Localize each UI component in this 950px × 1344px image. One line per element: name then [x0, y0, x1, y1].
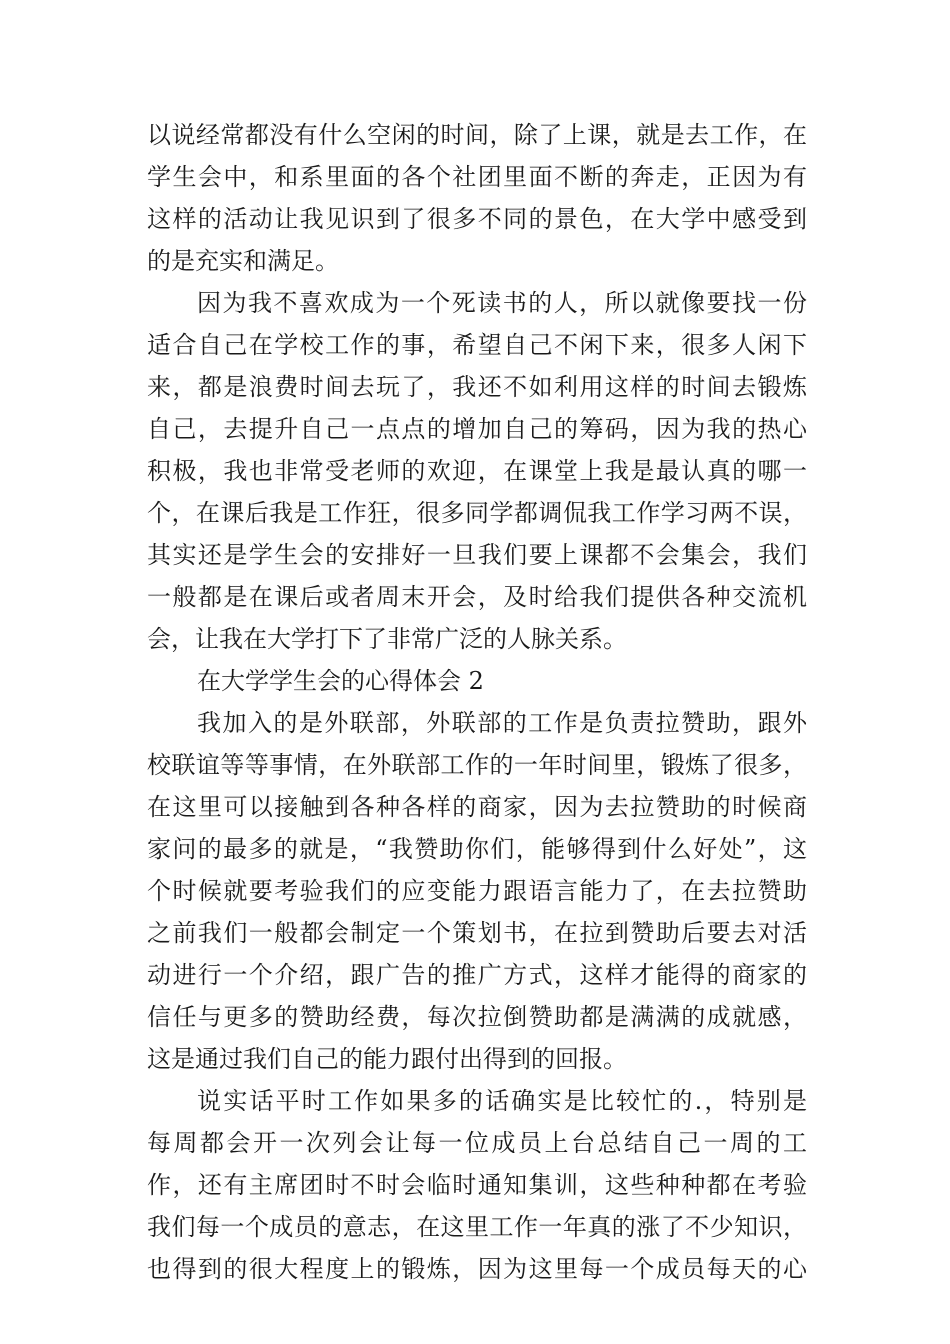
- document-body: [147, 114, 807, 1290]
- text-line: 其实还是学生会的安排好一旦我们要上课都不会集会，我们: [147, 541, 807, 569]
- text-line: 积极，我也非常受老师的欢迎，在课堂上我是最认真的哪一: [147, 457, 807, 485]
- text-line: 家问的最多的就是，“我赞助你们，能够得到什么好处”，这: [147, 835, 807, 863]
- text-line: 也得到的很大程度上的锻炼，因为这里每一个成员每天的心: [147, 1255, 807, 1283]
- text-line: 来，都是浪费时间去玩了，我还不如利用这样的时间去锻炼: [147, 373, 807, 401]
- text-line: 适合自己在学校工作的事，希望自己不闲下来，很多人闲下: [147, 331, 807, 359]
- text-line: 个时候就要考验我们的应变能力跟语言能力了，在去拉赞助: [147, 877, 807, 905]
- text-line: 因为我不喜欢成为一个死读书的人，所以就像要找一份: [197, 289, 807, 317]
- text-line: 每周都会开一次列会让每一位成员上台总结自己一周的工: [147, 1129, 807, 1157]
- text-line: 个，在课后我是工作狂，很多同学都调侃我工作学习两不误，: [147, 499, 807, 527]
- text-line: 会，让我在大学打下了非常广泛的人脉关系。: [147, 625, 627, 653]
- text-line: 校联谊等等事情，在外联部工作的一年时间里，锻炼了很多，: [147, 751, 807, 779]
- text-line: 学生会中，和系里面的各个社团里面不断的奔走，正因为有: [147, 163, 807, 191]
- text-line: 的是充实和满足。: [147, 247, 339, 275]
- text-line: 我们每一个成员的意志，在这里工作一年真的涨了不少知识，: [147, 1213, 807, 1241]
- section-heading: 在大学学生会的心得体会 2: [197, 667, 484, 695]
- text-line: 这样的活动让我见识到了很多不同的景色，在大学中感受到: [147, 205, 807, 233]
- text-line: 我加入的是外联部，外联部的工作是负责拉赞助，跟外: [197, 709, 807, 737]
- text-line: 以说经常都没有什么空闲的时间，除了上课，就是去工作，在: [147, 121, 807, 149]
- text-line: 在这里可以接触到各种各样的商家，因为去拉赞助的时候商: [147, 793, 807, 821]
- text-line: 之前我们一般都会制定一个策划书，在拉到赞助后要去对活: [147, 919, 807, 947]
- text-line: 自己，去提升自己一点点的增加自己的筹码，因为我的热心: [147, 415, 807, 443]
- text-line: 信任与更多的赞助经费，每次拉倒赞助都是满满的成就感，: [147, 1003, 807, 1031]
- text-line: 说实话平时工作如果多的话确实是比较忙的.，特别是: [197, 1087, 807, 1115]
- text-line: 一般都是在课后或者周末开会，及时给我们提供各种交流机: [147, 583, 807, 611]
- text-line: 作，还有主席团时不时会临时通知集训，这些种种都在考验: [147, 1171, 807, 1199]
- text-line: 动进行一个介绍，跟广告的推广方式，这样才能得的商家的: [147, 961, 807, 989]
- text-line: 这是通过我们自己的能力跟付出得到的回报。: [147, 1045, 627, 1073]
